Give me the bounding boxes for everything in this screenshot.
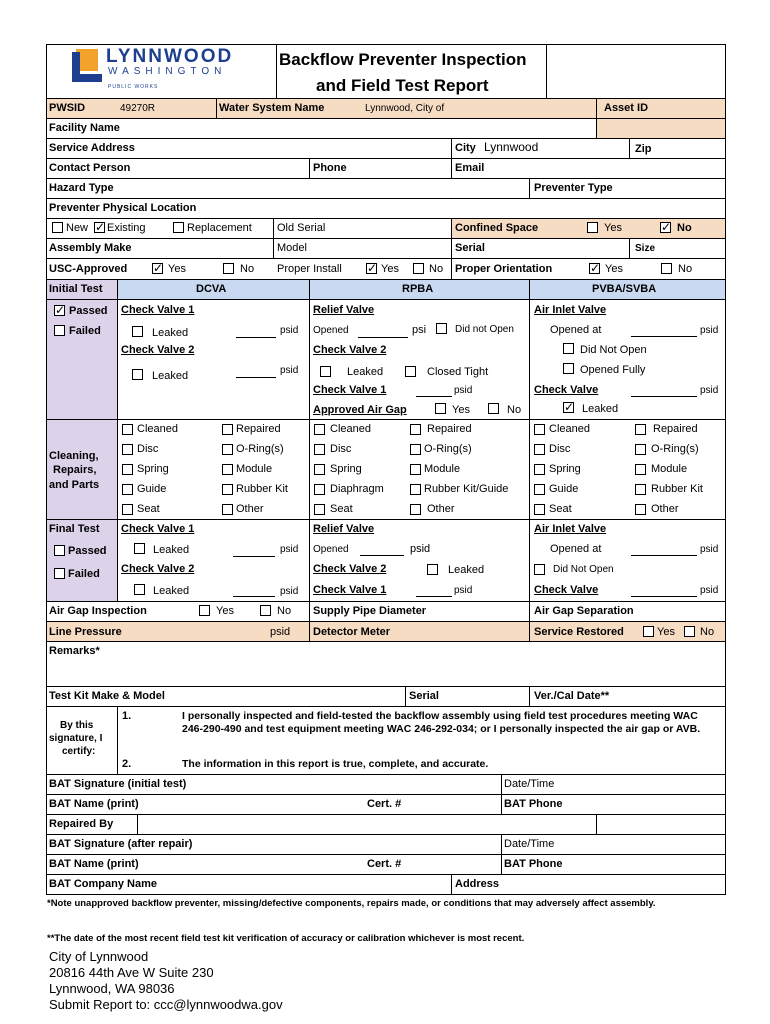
water-system-name-label: Water System Name [219,102,325,114]
footnote-1: *Note unapproved backflow preventer, missing/defective components, repairs made, or conditions that may adversely affect assembly. [47,898,656,909]
air-gap-insp-yes-checkbox[interactable] [199,605,210,616]
pvba-rubber-kit-checkbox[interactable] [635,484,646,495]
pvba-other-checkbox[interactable] [635,504,646,515]
initial-passed-label: Passed [69,305,108,317]
cert-2-number: 2. [122,758,132,770]
pwsid-value[interactable]: 49270R [120,103,156,114]
dcva-check-valve-1: Check Valve 1 [121,304,195,316]
by-signature-line3: certify: [62,746,96,757]
final-dcva-cv2-leaked-checkbox[interactable] [134,584,145,595]
rpba-seat-label: Seat [330,503,353,515]
dcva-cleaned-label: Cleaned [137,423,178,435]
rpba-air-gap-yes-label: Yes [452,404,470,416]
pvba-did-not-open-label: Did Not Open [580,344,647,356]
final-dcva-cv1-leaked-label: Leaked [153,544,190,556]
dcva-oring-checkbox[interactable] [222,444,233,455]
cleaning-label-3: and Parts [49,479,100,491]
usc-approved-label: USC-Approved [49,263,128,275]
rpba-air-gap-no-checkbox[interactable] [488,403,499,414]
pvba-spring-checkbox[interactable] [534,464,545,475]
rpba-other-label: Other [427,503,455,515]
usc-no-checkbox[interactable] [223,263,234,274]
dcva-seat-label: Seat [137,503,160,515]
assembly-make-label: Assembly Make [49,242,132,254]
repaired-by-label: Repaired By [49,818,114,830]
existing-label: Existing [107,222,146,234]
air-gap-inspection-label: Air Gap Inspection [49,605,147,617]
rpba-repaired-label: Repaired [427,423,472,435]
facility-name-label: Facility Name [49,122,120,134]
pvba-repaired-label: Repaired [653,423,698,435]
cert-1-number: 1. [122,710,132,722]
rpba-oring-label: O-Ring(s) [424,443,472,455]
rpba-rubber-kit-guide-label: Rubber Kit/Guide [424,483,509,495]
dcva-repaired-label: Repaired [236,423,281,435]
rpba-disc-checkbox[interactable] [314,444,325,455]
pvba-air-inlet-valve: Air Inlet Valve [534,304,607,316]
contact-person-label: Contact Person [49,162,131,174]
dcva-cleaned-checkbox[interactable] [122,424,133,435]
final-rpba-relief-psid: psid [410,543,431,555]
city-value[interactable]: Lynnwood [484,140,539,154]
pvba-opened-at-label: Opened at [550,324,602,336]
service-restored-no-label: No [700,626,715,638]
bat-company-label: BAT Company Name [49,878,157,890]
dcva-other-checkbox[interactable] [222,504,233,515]
rpba-cv2-leaked-label: Leaked [347,366,384,378]
new-label: New [66,222,89,234]
pvba-other-label: Other [651,503,679,515]
dcva-disc-label: Disc [137,443,159,455]
service-restored-label: Service Restored [534,626,624,638]
pvba-seat-checkbox[interactable] [534,504,545,515]
initial-failed-label: Failed [69,325,101,337]
pvba-cleaned-checkbox[interactable] [534,424,545,435]
rpba-air-gap-no-label: No [507,404,522,416]
footnote-2: **The date of the most recent field test kit verification of accuracy or calibration whichever is most recent. [47,933,525,944]
rpba-module-checkbox[interactable] [410,464,421,475]
final-pvba-cv-psid: psid [700,585,719,596]
initial-passed-checkbox[interactable] [54,305,65,316]
final-test-label: Final Test [49,523,100,535]
final-passed-label: Passed [68,545,107,557]
install-no-checkbox[interactable] [413,263,424,274]
rpba-diaphragm-checkbox[interactable] [314,484,325,495]
bat-name-label-1: BAT Name (print) [49,798,139,810]
logo-name: LYNNWOOD [106,46,234,67]
dcva-cv2-leaked-checkbox[interactable] [132,369,143,380]
pvba-disc-checkbox[interactable] [534,444,545,455]
rpba-cleaned-label: Cleaned [330,423,371,435]
rpba-relief-psi: psi [412,324,427,336]
final-rpba-cv1-psid: psid [454,585,473,596]
final-rpba-relief-valve: Relief Valve [313,523,375,535]
phone-label: Phone [313,162,347,174]
rpba-spring-label: Spring [330,463,362,475]
rpba-approved-air-gap: Approved Air Gap [313,404,407,416]
final-failed-label: Failed [68,568,100,580]
air-gap-insp-yes-label: Yes [216,605,234,617]
form-title-line1: Backflow Preventer Inspection [279,50,527,69]
bat-signature-initial-label: BAT Signature (initial test) [49,778,187,790]
email-label: Email [455,162,485,174]
pvba-module-label: Module [651,463,688,475]
bat-phone-label-1: BAT Phone [504,798,563,810]
orient-no-label: No [678,263,693,275]
asset-id-label: Asset ID [604,102,649,114]
test-kit-serial-label: Serial [409,690,439,702]
form-title-line2: and Field Test Report [316,76,489,95]
dcva-cv1-leaked-label: Leaked [152,327,189,339]
pvba-rubber-kit-label: Rubber Kit [651,483,703,495]
install-yes-checkbox[interactable] [366,263,377,274]
dcva-module-label: Module [236,463,273,475]
final-dcva-check-valve-2: Check Valve 2 [121,563,195,575]
service-restored-yes-checkbox[interactable] [643,626,654,637]
city-label: City [455,142,476,154]
cleaning-label-1: Cleaning, [49,450,99,462]
physical-location-label: Preventer Physical Location [49,202,197,214]
initial-failed-checkbox[interactable] [54,325,65,336]
pvba-opened-fully-label: Opened Fully [580,364,646,376]
rpba-oring-checkbox[interactable] [410,444,421,455]
bat-phone-label-2: BAT Phone [504,858,563,870]
dcva-seat-checkbox[interactable] [122,504,133,515]
rpba-air-gap-yes-checkbox[interactable] [435,403,446,414]
initial-test-label: Initial Test [49,283,103,295]
dcva-cv1-psid: psid [280,325,299,336]
dcva-oring-label: O-Ring(s) [236,443,284,455]
final-dcva-cv1-leaked-checkbox[interactable] [134,543,145,554]
hazard-type-label: Hazard Type [49,182,114,194]
rpba-seat-checkbox[interactable] [314,504,325,515]
confined-yes-checkbox[interactable] [587,222,598,233]
proper-orientation-label: Proper Orientation [455,263,553,275]
existing-checkbox[interactable] [94,222,105,233]
by-signature-line1: By this [60,720,94,731]
dcva-check-valve-2: Check Valve 2 [121,344,195,356]
date-time-label-2: Date/Time [504,838,555,850]
orient-no-checkbox[interactable] [661,263,672,274]
final-rpba-cv2-leaked-checkbox[interactable] [427,564,438,575]
final-pvba-did-not-open-checkbox[interactable] [534,564,545,575]
install-no-label: No [429,263,444,275]
ver-cal-date-label: Ver./Cal Date** [534,690,610,702]
pwsid-label: PWSID [49,102,86,114]
final-passed-checkbox[interactable] [54,545,65,556]
final-dcva-check-valve-1: Check Valve 1 [121,523,195,535]
bat-name-label-2: BAT Name (print) [49,858,139,870]
pvba-cv-leaked-checkbox[interactable] [563,402,574,413]
rpba-did-not-open-label: Did not Open [455,324,514,335]
preventer-type-label: Preventer Type [534,182,613,194]
address-line-3: Lynnwood, WA 98036 [49,981,175,996]
pvba-header: PVBA/SVBA [592,283,657,295]
proper-install-label: Proper Install [277,263,342,275]
old-serial-label: Old Serial [277,222,326,234]
date-time-label-1: Date/Time [504,778,555,790]
confined-space-label: Confined Space [455,222,539,234]
pvba-check-valve: Check Valve [534,384,599,396]
pvba-cv-leaked-label: Leaked [582,403,619,415]
new-checkbox[interactable] [52,222,63,233]
line-pressure-label: Line Pressure [49,626,122,638]
dcva-spring-label: Spring [137,463,169,475]
orient-yes-label: Yes [605,263,623,275]
pvba-repaired-checkbox[interactable] [635,424,646,435]
dcva-rubber-kit-checkbox[interactable] [222,484,233,495]
address-label: Address [455,878,500,890]
air-gap-insp-no-checkbox[interactable] [260,605,271,616]
rpba-repaired-checkbox[interactable] [410,424,421,435]
rpba-check-valve-2: Check Valve 2 [313,344,387,356]
pvba-oring-label: O-Ring(s) [651,443,699,455]
cert-1-text: I personally inspected and field-tested the backflow assembly using field test procedures meeting WAC 246-290-490 and test equipment meeting WAC 246-292-034; or I personally inspected the air gap or AVB. [182,710,701,736]
pvba-opened-fully-checkbox[interactable] [563,363,574,374]
rpba-header: RPBA [402,283,434,295]
final-rpba-check-valve-2: Check Valve 2 [313,563,387,575]
dcva-cv2-psid: psid [280,365,299,376]
final-pvba-opened-at-label: Opened at [550,543,602,555]
pvba-guide-checkbox[interactable] [534,484,545,495]
rpba-cv1-psid: psid [454,385,473,396]
address-line-4: Submit Report to: ccc@lynnwoodwa.gov [49,997,283,1012]
final-pvba-air-inlet-valve: Air Inlet Valve [534,523,607,535]
rpba-spring-checkbox[interactable] [314,464,325,475]
logo-dept: PUBLIC WORKS [108,84,159,90]
pvba-module-checkbox[interactable] [635,464,646,475]
line-pressure-psid: psid [270,626,291,638]
usc-yes-label: Yes [168,263,186,275]
pvba-disc-label: Disc [549,443,571,455]
final-dcva-cv1-psid: psid [280,544,299,555]
rpba-check-valve-1: Check Valve 1 [313,384,387,396]
rpba-cleaned-checkbox[interactable] [314,424,325,435]
rpba-diaphragm-label: Diaphragm [330,483,384,495]
rpba-disc-label: Disc [330,443,352,455]
by-signature-line2: signature, I [49,733,103,744]
detector-meter-label: Detector Meter [313,626,391,638]
service-restored-no-checkbox[interactable] [684,626,695,637]
cert-2-text: The information in this report is true, complete, and accurate. [182,758,489,770]
final-dcva-cv2-leaked-label: Leaked [153,585,190,597]
dcva-header: DCVA [196,283,227,295]
confined-no-checkbox[interactable] [660,222,671,233]
pvba-opened-at-psid: psid [700,325,719,336]
final-failed-checkbox[interactable] [54,568,65,579]
test-kit-label: Test Kit Make & Model [49,690,165,702]
replacement-label: Replacement [187,222,252,234]
zip-label: Zip [635,143,652,155]
water-system-name-value[interactable]: Lynnwood, City of [365,103,445,114]
dcva-cv2-leaked-label: Leaked [152,370,189,382]
rpba-closed-tight-checkbox[interactable] [405,366,416,377]
pvba-spring-label: Spring [549,463,581,475]
dcva-cv1-leaked-checkbox[interactable] [132,326,143,337]
address-line-1: City of Lynnwood [49,949,149,964]
usc-yes-checkbox[interactable] [152,263,163,274]
dcva-other-label: Other [236,503,264,515]
orient-yes-checkbox[interactable] [589,263,600,274]
pvba-did-not-open-checkbox[interactable] [563,343,574,354]
rpba-module-label: Module [424,463,461,475]
pvba-guide-label: Guide [549,483,579,495]
dcva-disc-checkbox[interactable] [122,444,133,455]
rpba-relief-valve: Relief Valve [313,304,375,316]
rpba-relief-opened-label: Opened [313,325,349,336]
pvba-cv-psid: psid [700,385,719,396]
rpba-cv2-leaked-checkbox[interactable] [320,366,331,377]
replacement-checkbox[interactable] [173,222,184,233]
final-dcva-cv2-psid: psid [280,586,299,597]
address-line-2: 20816 44th Ave W Suite 230 [49,965,214,980]
logo-state: WASHINGTON [108,66,227,77]
final-rpba-opened-label: Opened [313,544,349,555]
dcva-spring-checkbox[interactable] [122,464,133,475]
bat-signature-after-label: BAT Signature (after repair) [49,838,193,850]
final-pvba-did-not-open-label: Did Not Open [553,564,614,575]
service-restored-yes-label: Yes [657,626,675,638]
dcva-rubber-kit-label: Rubber Kit [236,483,288,495]
cert-number-label-1: Cert. # [367,798,402,810]
logo-mark-blue-h [72,74,102,82]
model-label: Model [277,242,307,254]
service-address-label: Service Address [49,142,135,154]
remarks-label: Remarks* [49,645,100,657]
initial-left-fill [46,299,117,419]
air-gap-separation-label: Air Gap Separation [534,605,634,617]
size-label: Size [635,243,656,254]
final-rpba-check-valve-1: Check Valve 1 [313,584,387,596]
cleaning-label-2: Repairs, [53,464,97,476]
pvba-oring-checkbox[interactable] [635,444,646,455]
final-pvba-check-valve: Check Valve [534,584,599,596]
rpba-rubber-kit-guide-checkbox[interactable] [410,484,421,495]
cert-number-label-2: Cert. # [367,858,402,870]
rpba-closed-tight-label: Closed Tight [427,366,489,378]
supply-pipe-label: Supply Pipe Diameter [313,605,427,617]
confined-yes-label: Yes [604,222,622,234]
final-pvba-opened-at-psid: psid [700,544,719,555]
dcva-repaired-checkbox[interactable] [222,424,233,435]
dcva-module-checkbox[interactable] [222,464,233,475]
final-rpba-cv2-leaked-label: Leaked [448,564,485,576]
serial-label: Serial [455,242,485,254]
dcva-guide-label: Guide [137,483,167,495]
pvba-seat-label: Seat [549,503,572,515]
pvba-cleaned-label: Cleaned [549,423,590,435]
air-gap-insp-no-label: No [277,605,292,617]
confined-no-label: No [677,222,692,234]
rpba-other-checkbox[interactable] [410,504,421,515]
rpba-did-not-open-checkbox[interactable] [436,323,447,334]
install-yes-label: Yes [381,263,399,275]
usc-no-label: No [240,263,255,275]
dcva-guide-checkbox[interactable] [122,484,133,495]
